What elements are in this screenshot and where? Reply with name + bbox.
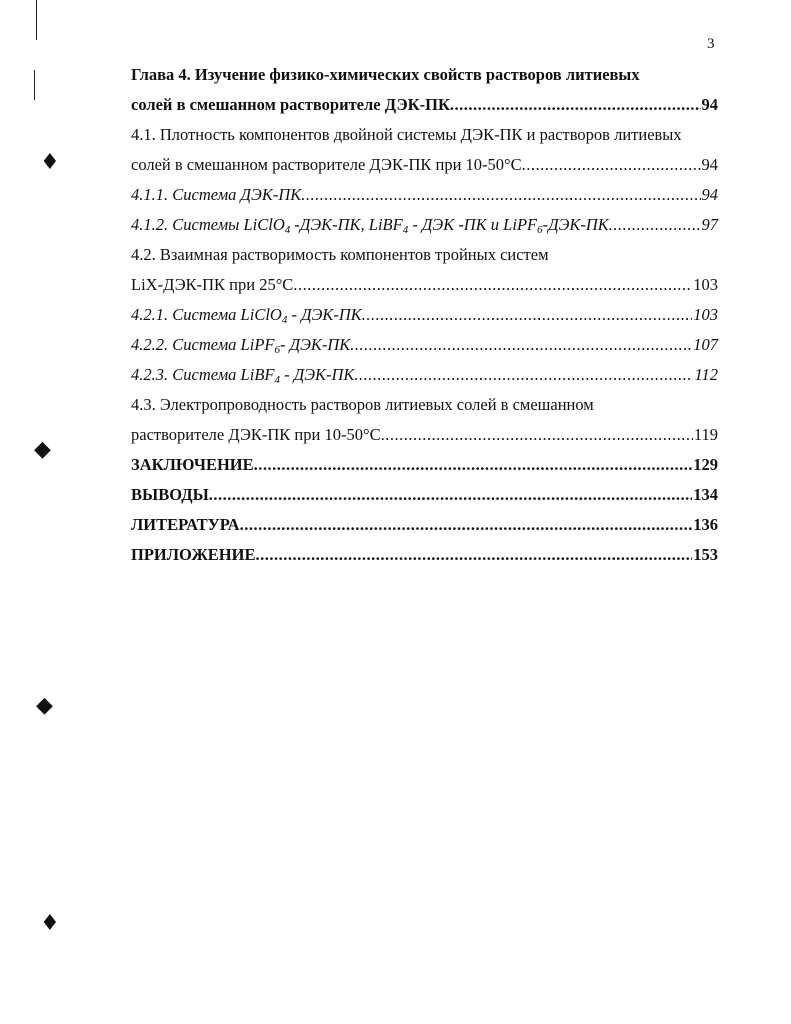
toc-page-number: 94: [701, 95, 718, 114]
toc-page-number: 107: [693, 335, 718, 354]
binder-hole-mark: ◆: [34, 437, 51, 462]
toc-entry-title: растворителе ДЭК-ПК при 10-50°С: [131, 425, 381, 444]
toc-entry[interactable]: [131, 300, 718, 330]
leader-dots: [301, 180, 700, 210]
scan-edge-line: [34, 70, 35, 100]
binder-hole-mark: ♦: [40, 911, 60, 936]
toc-page-number: 97: [701, 215, 718, 234]
toc-entry[interactable]: [131, 240, 718, 270]
toc-page-number: 129: [693, 455, 718, 474]
toc-page-number: 94: [701, 155, 718, 174]
leader-dots: [240, 510, 693, 540]
leader-dots: [522, 150, 701, 180]
toc-entry[interactable]: [131, 210, 718, 240]
toc-entry-title: солей в смешанном растворителе ДЭК-ПК при 10-50°С: [131, 155, 522, 174]
leader-dots: [362, 300, 693, 330]
toc-entry[interactable]: [131, 90, 718, 120]
toc-entry[interactable]: [131, 480, 718, 510]
toc-entry-title: 4.2.3. Система LiBF$_4$ - ДЭК-ПК: [131, 365, 355, 386]
toc-entry-title: Глава 4. Изучение физико-химических свойств растворов литиевых: [131, 65, 640, 84]
toc-entry[interactable]: [131, 450, 718, 480]
toc-entry-title: LiX-ДЭК-ПК при 25°С: [131, 275, 294, 294]
toc-entry[interactable]: [131, 150, 718, 180]
toc-entry-title: 4.1. Плотность компонентов двойной системы ДЭК-ПК и растворов литиевых: [131, 125, 682, 144]
leader-dots: [255, 540, 692, 570]
scan-edge-line: [36, 0, 37, 40]
toc-entry[interactable]: [131, 330, 718, 360]
leader-dots: [381, 420, 693, 450]
toc-entry[interactable]: [131, 360, 718, 390]
toc-page-number: 119: [693, 425, 718, 444]
toc-entry-title: 4.1.1. Система ДЭК-ПК: [131, 185, 302, 204]
table-of-contents: [131, 60, 718, 570]
toc-entry-title: 4.2.1. Система LiClO$_4$ - ДЭК-ПК: [131, 305, 362, 326]
toc-entry[interactable]: [131, 180, 718, 210]
toc-page-number: 153: [693, 545, 718, 564]
leader-dots: [354, 360, 693, 390]
leader-dots: [293, 270, 692, 300]
binder-hole-mark: ♦: [40, 150, 60, 175]
toc-page-number: 134: [693, 485, 718, 504]
toc-entry-title: солей в смешанном растворителе ДЭК-ПК: [131, 95, 450, 114]
toc-entry[interactable]: [131, 510, 718, 540]
toc-page-number: 94: [701, 185, 718, 204]
toc-page-number: 136: [693, 515, 718, 534]
toc-entry[interactable]: [131, 390, 718, 420]
leader-dots: [609, 210, 701, 240]
toc-entry[interactable]: [131, 540, 718, 570]
toc-entry[interactable]: [131, 60, 718, 90]
page-number: 3: [707, 36, 715, 52]
leader-dots: [209, 480, 692, 510]
toc-entry-title: 4.1.2. Системы LiClO$_4$ -ДЭК-ПК, LiBF$_4$ - ДЭК -ПК и LiPF$_6$-ДЭК-ПК: [131, 215, 609, 236]
toc-entry-title: ПРИЛОЖЕНИЕ: [131, 545, 256, 564]
toc-entry-title: ЛИТЕРАТУРА: [131, 515, 240, 534]
toc-entry-title: ЗАКЛЮЧЕНИЕ: [131, 455, 254, 474]
binder-hole-mark: ◆: [36, 693, 53, 718]
toc-entry-title: 4.2.2. Система LiPF$_6$- ДЭК-ПК: [131, 335, 351, 356]
toc-page-number: 103: [693, 275, 718, 294]
toc-page-number: 112: [694, 365, 718, 384]
toc-entry[interactable]: [131, 120, 718, 150]
toc-entry[interactable]: [131, 420, 718, 450]
leader-dots: [450, 90, 701, 120]
toc-entry-title: ВЫВОДЫ: [131, 485, 209, 504]
toc-entry-title: 4.2. Взаимная растворимость компонентов тройных систем: [131, 245, 549, 264]
toc-entry-title: 4.3. Электропроводность растворов литиевых солей в смешанном: [131, 395, 594, 414]
toc-entry[interactable]: [131, 270, 718, 300]
leader-dots: [350, 330, 692, 360]
toc-page-number: 103: [693, 305, 718, 324]
leader-dots: [254, 450, 693, 480]
